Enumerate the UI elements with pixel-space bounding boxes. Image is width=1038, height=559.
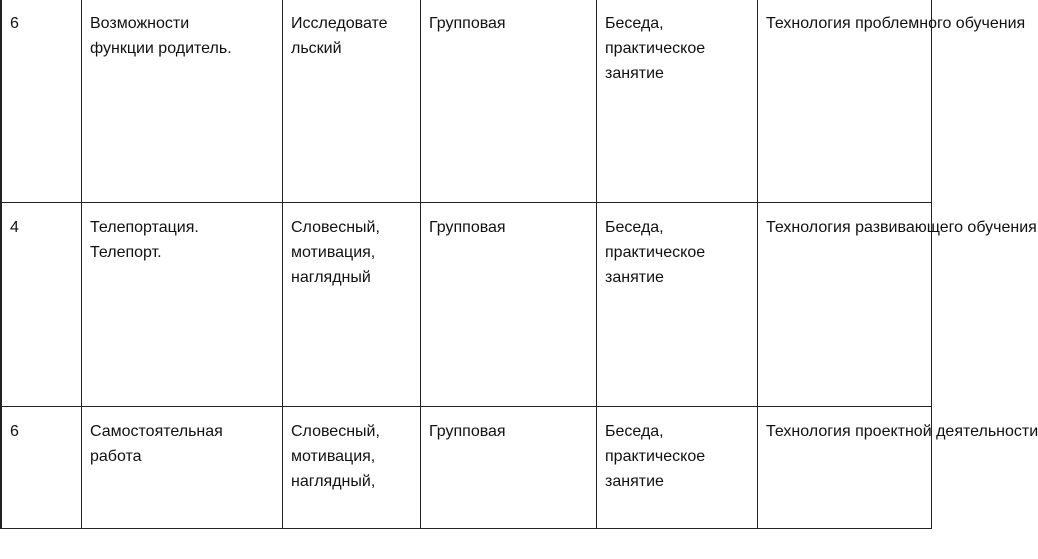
activity-cell	[597, 203, 758, 407]
method-cell	[283, 203, 421, 407]
method-text: Словесный, мотивация, наглядный,	[291, 423, 380, 490]
activity-cell	[597, 407, 758, 529]
technology-cell	[758, 407, 1038, 529]
form-cell	[421, 407, 597, 529]
table-row	[1, 407, 932, 529]
method-text: Исследовате льский	[291, 15, 388, 57]
method-text: Словесный, мотивация, наглядный	[291, 219, 380, 286]
technology-text: Технология развивающего обучения	[766, 219, 1037, 236]
topic-cell	[82, 203, 283, 407]
technology-cell	[758, 0, 1026, 203]
topic-cell	[82, 0, 283, 203]
form-cell	[421, 0, 597, 203]
hours-text: 4	[10, 219, 19, 236]
form-text: Групповая	[429, 219, 506, 236]
hours-cell	[2, 203, 82, 407]
form-cell	[421, 203, 597, 407]
topic-text: Самостоятельная работа	[90, 423, 223, 465]
form-text: Групповая	[429, 423, 506, 440]
activity-cell	[597, 0, 758, 203]
hours-text: 6	[10, 423, 19, 440]
activity-text: Беседа, практическое занятие	[605, 219, 706, 286]
hours-text: 6	[10, 15, 19, 32]
topic-text: Телепортация. Телепорт.	[90, 219, 199, 261]
method-cell	[283, 0, 421, 203]
activity-text: Беседа, практическое занятие	[605, 15, 706, 82]
form-text: Групповая	[429, 15, 506, 32]
table-row	[1, 203, 932, 407]
table-row	[1, 0, 932, 203]
topic-text: Возможности функции родитель.	[90, 15, 232, 57]
technology-cell	[758, 203, 1037, 407]
hours-cell	[2, 407, 82, 529]
technology-text: Технология проблемного обучения	[766, 15, 1026, 32]
activity-text: Беседа, практическое занятие	[605, 423, 706, 490]
topic-cell	[82, 407, 283, 529]
technology-text: Технология проектной деятельности	[766, 423, 1038, 440]
method-cell	[283, 407, 421, 529]
hours-cell	[2, 0, 82, 203]
